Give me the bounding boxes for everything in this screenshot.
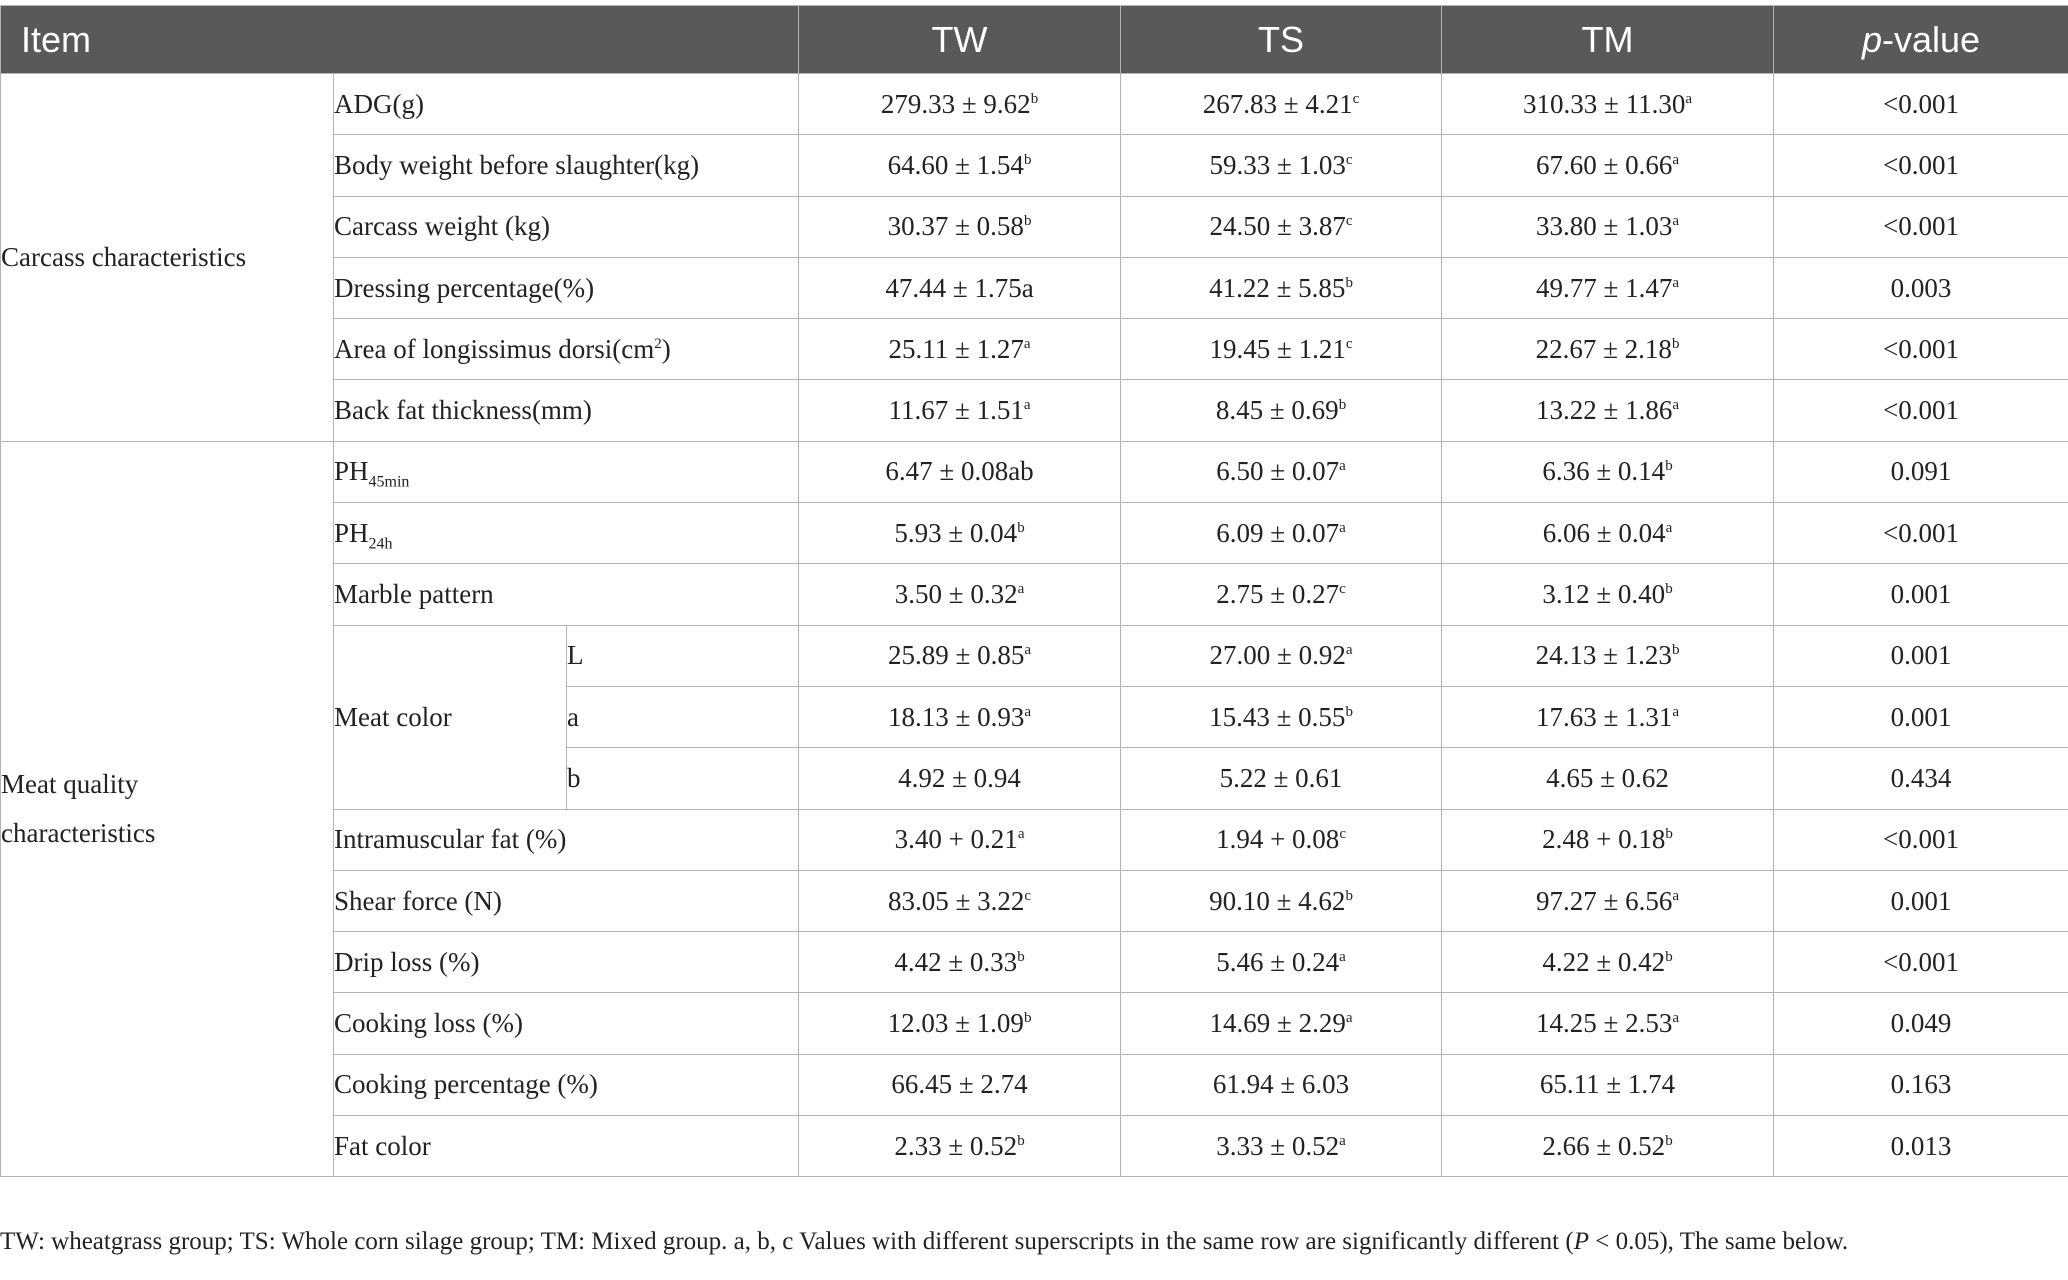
data-table xyxy=(0,5,2068,1177)
header-p-value xyxy=(1774,6,2068,74)
cell-tw: 25.11 ± 1.27$^a$ xyxy=(799,319,1121,380)
cell-tw: 12.03 ± 1.09$^b$ xyxy=(799,993,1121,1054)
cell-tm: 6.06 ± 0.04$^a$ xyxy=(1442,503,1774,564)
cell-tm: 4.22 ± 0.42$^b$ xyxy=(1442,932,1774,993)
cell-tw: 83.05 ± 3.22$^c$ xyxy=(799,870,1121,931)
cell-tw: 3.40 + 0.21$^a$ xyxy=(799,809,1121,870)
cell-ts: 2.75 ± 0.27$^c$ xyxy=(1121,564,1442,625)
cell-ts: 5.22 ± 0.61 xyxy=(1121,748,1442,809)
row-sublabel: b xyxy=(567,748,799,809)
cell-ts: 6.09 ± 0.07$^a$ xyxy=(1121,503,1442,564)
cell-tm: 4.65 ± 0.62 xyxy=(1442,748,1774,809)
cell-ts: 59.33 ± 1.03$^c$ xyxy=(1121,135,1442,196)
cell-tw: 47.44 ± 1.75a xyxy=(799,257,1121,318)
cell-tm: 22.67 ± 2.18$^b$ xyxy=(1442,319,1774,380)
cell-tw: 30.37 ± 0.58$^b$ xyxy=(799,196,1121,257)
cell-p: 0.001 xyxy=(1774,686,2068,747)
cell-p: 0.163 xyxy=(1774,1054,2068,1115)
cell-ts: 3.33 ± 0.52$^a$ xyxy=(1121,1116,1442,1177)
cell-p: <0.001 xyxy=(1774,380,2068,441)
cell-ts: 8.45 ± 0.69$^b$ xyxy=(1121,380,1442,441)
cell-tw: 64.60 ± 1.54$^b$ xyxy=(799,135,1121,196)
header-p-rest: -value xyxy=(1882,18,1981,60)
cell-tw: 2.33 ± 0.52$^b$ xyxy=(799,1116,1121,1177)
cell-tm: 67.60 ± 0.66$^a$ xyxy=(1442,135,1774,196)
cell-tm: 24.13 ± 1.23$^b$ xyxy=(1442,625,1774,686)
cell-p: 0.049 xyxy=(1774,993,2068,1054)
cell-tm: 2.66 ± 0.52$^b$ xyxy=(1442,1116,1774,1177)
cell-p: 0.434 xyxy=(1774,748,2068,809)
row-label: Back fat thickness(mm) xyxy=(334,380,799,441)
cell-tm: 2.48 + 0.18$^b$ xyxy=(1442,809,1774,870)
row-label: Cooking percentage (%) xyxy=(334,1054,799,1115)
cell-tw: 4.42 ± 0.33$^b$ xyxy=(799,932,1121,993)
row-label: Cooking loss (%) xyxy=(334,993,799,1054)
cell-tw: 18.13 ± 0.93$^a$ xyxy=(799,686,1121,747)
cell-p: <0.001 xyxy=(1774,135,2068,196)
cell-p: 0.001 xyxy=(1774,870,2068,931)
cell-p: <0.001 xyxy=(1774,319,2068,380)
row-label: Area of longissimus $dorsi(cm^2)$ xyxy=(334,319,799,380)
cell-tm: 310.33 ± 11.30$^a$ xyxy=(1442,74,1774,135)
cell-ts: 24.50 ± 3.87$^c$ xyxy=(1121,196,1442,257)
cell-tw: 25.89 ± 0.85$^a$ xyxy=(799,625,1121,686)
cell-p: <0.001 xyxy=(1774,932,2068,993)
cell-tw: 279.33 ± 9.62$^b$ xyxy=(799,74,1121,135)
cell-p: 0.003 xyxy=(1774,257,2068,318)
cell-ts: 15.43 ± 0.55$^b$ xyxy=(1121,686,1442,747)
cell-p: 0.013 xyxy=(1774,1116,2068,1177)
cell-p: 0.001 xyxy=(1774,564,2068,625)
cell-p: <0.001 xyxy=(1774,503,2068,564)
cell-tm: 49.77 ± 1.47$^a$ xyxy=(1442,257,1774,318)
row-sublabel: L xyxy=(567,625,799,686)
cell-ts: 1.94 + 0.08$^c$ xyxy=(1121,809,1442,870)
row-label: Body weight before slaughter(kg) xyxy=(334,135,799,196)
cell-tm: 17.63 ± 1.31$^a$ xyxy=(1442,686,1774,747)
cell-p: <0.001 xyxy=(1774,196,2068,257)
table-header-row xyxy=(1,6,2068,74)
cell-tw: 3.50 ± 0.32$^a$ xyxy=(799,564,1121,625)
group-carcass: Carcass characteristics xyxy=(1,74,334,442)
header-tm: TM xyxy=(1442,6,1774,74)
row-sublabel: a xyxy=(567,686,799,747)
table-row xyxy=(1,74,2068,135)
cell-tm: 3.12 ± 0.40$^b$ xyxy=(1442,564,1774,625)
cell-ts: 14.69 ± 2.29$^a$ xyxy=(1121,993,1442,1054)
header-item: Item xyxy=(1,6,799,74)
cell-ts: 6.50 ± 0.07$^a$ xyxy=(1121,441,1442,502)
cell-ts: 19.45 ± 1.21$^c$ xyxy=(1121,319,1442,380)
cell-p: 0.091 xyxy=(1774,441,2068,502)
header-tw: TW xyxy=(799,6,1121,74)
cell-tw: 11.67 ± 1.51$^a$ xyxy=(799,380,1121,441)
row-label: Intramuscular fat (%) xyxy=(334,809,799,870)
table-row xyxy=(1,441,2068,502)
cell-tm: 13.22 ± 1.86$^a$ xyxy=(1442,380,1774,441)
row-label: $PH_{45min}$ xyxy=(334,441,799,502)
cell-tm: 33.80 ± 1.03$^a$ xyxy=(1442,196,1774,257)
cell-tw: 66.45 ± 2.74 xyxy=(799,1054,1121,1115)
row-label: Carcass weight (kg) xyxy=(334,196,799,257)
row-label: Shear force (N) xyxy=(334,870,799,931)
row-label: ADG(g) xyxy=(334,74,799,135)
table-footnote: TW: wheatgrass group; TS: Whole corn silage group; TM: Mixed group. a, b, c Values with different superscripts in the same row are significantly different (P < 0.05), The same below. xyxy=(0,1228,1849,1255)
cell-tw: 4.92 ± 0.94 xyxy=(799,748,1121,809)
cell-ts: 90.10 ± 4.62$^b$ xyxy=(1121,870,1442,931)
cell-tm: 14.25 ± 2.53$^a$ xyxy=(1442,993,1774,1054)
cell-p: 0.001 xyxy=(1774,625,2068,686)
cell-ts: 61.94 ± 6.03 xyxy=(1121,1054,1442,1115)
cell-ts: 41.22 ± 5.85$^b$ xyxy=(1121,257,1442,318)
cell-tm: 65.11 ± 1.74 xyxy=(1442,1054,1774,1115)
meat-color-label: Meat color xyxy=(334,625,567,809)
cell-p: <0.001 xyxy=(1774,809,2068,870)
cell-tw: 5.93 ± 0.04$^b$ xyxy=(799,503,1121,564)
cell-ts: 267.83 ± 4.21$^c$ xyxy=(1121,74,1442,135)
header-ts: TS xyxy=(1121,6,1442,74)
row-label: Fat color xyxy=(334,1116,799,1177)
header-p-italic: p xyxy=(1861,18,1883,60)
cell-tw: 6.47 ± 0.08ab xyxy=(799,441,1121,502)
row-label: $PH_{24h}$ xyxy=(334,503,799,564)
cell-ts: 27.00 ± 0.92$^a$ xyxy=(1121,625,1442,686)
group-meat-quality: Meat quality characteristics xyxy=(1,441,334,1177)
cell-tm: 6.36 ± 0.14$^b$ xyxy=(1442,441,1774,502)
row-label: Drip loss (%) xyxy=(334,932,799,993)
row-label: Dressing percentage(%) xyxy=(334,257,799,318)
cell-tm: 97.27 ± 6.56$^a$ xyxy=(1442,870,1774,931)
row-label: Marble pattern xyxy=(334,564,799,625)
cell-p: <0.001 xyxy=(1774,74,2068,135)
cell-ts: 5.46 ± 0.24$^a$ xyxy=(1121,932,1442,993)
